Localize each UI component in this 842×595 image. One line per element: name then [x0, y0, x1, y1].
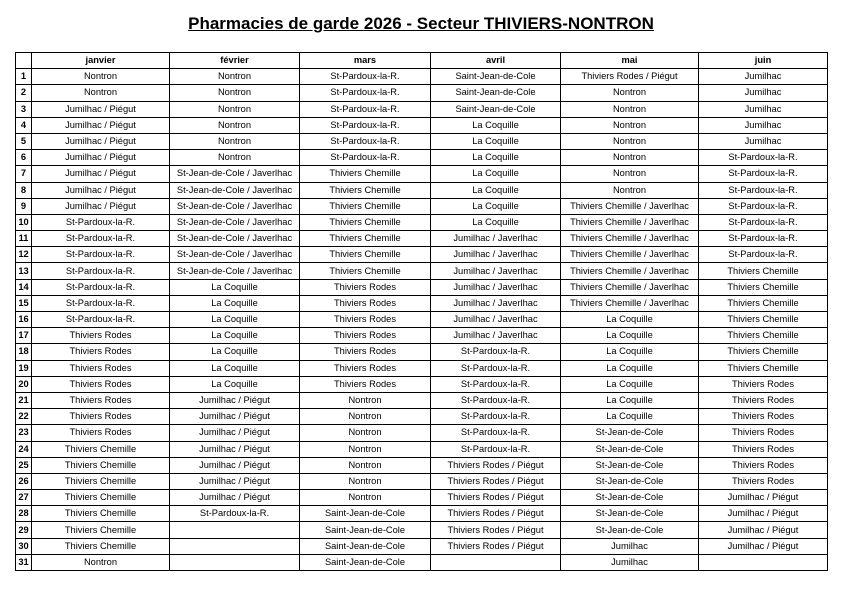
- pharmacy-cell: St-Pardoux-la-R.: [699, 198, 828, 214]
- table-row: [16, 198, 828, 214]
- pharmacy-cell: Thiviers Rodes: [699, 409, 828, 425]
- pharmacy-cell: Nontron: [561, 133, 699, 149]
- corner-cell: [16, 53, 32, 69]
- pharmacy-cell: St-Pardoux-la-R.: [300, 150, 431, 166]
- pharmacy-cell: Nontron: [32, 69, 170, 85]
- table-row: [16, 247, 828, 263]
- pharmacy-cell: Thiviers Chemille: [699, 328, 828, 344]
- pharmacy-cell: Thiviers Chemille: [300, 231, 431, 247]
- table-row: [16, 312, 828, 328]
- table-row: [16, 150, 828, 166]
- pharmacy-cell: St-Jean-de-Cole / Javerlhac: [170, 182, 300, 198]
- pharmacy-cell: St-Pardoux-la-R.: [32, 312, 170, 328]
- pharmacy-cell: Thiviers Rodes / Piégut: [431, 473, 561, 489]
- day-number: 26: [16, 473, 32, 489]
- pharmacy-cell: St-Jean-de-Cole / Javerlhac: [170, 263, 300, 279]
- pharmacy-cell: La Coquille: [170, 279, 300, 295]
- pharmacy-cell: St-Pardoux-la-R.: [431, 360, 561, 376]
- pharmacy-cell: St-Pardoux-la-R.: [300, 85, 431, 101]
- month-header: mai: [561, 53, 699, 69]
- pharmacy-cell: Jumilhac: [699, 117, 828, 133]
- pharmacy-cell: Thiviers Rodes: [699, 441, 828, 457]
- day-number: 21: [16, 392, 32, 408]
- pharmacy-cell: St-Jean-de-Cole: [561, 425, 699, 441]
- pharmacy-cell: Thiviers Chemille: [300, 247, 431, 263]
- pharmacy-cell: [699, 554, 828, 570]
- pharmacy-cell: Thiviers Rodes: [300, 312, 431, 328]
- pharmacy-cell: Saint-Jean-de-Cole: [431, 85, 561, 101]
- pharmacy-cell: Nontron: [561, 85, 699, 101]
- pharmacy-cell: Jumilhac / Piégut: [32, 117, 170, 133]
- pharmacy-cell: Nontron: [561, 166, 699, 182]
- table-row: [16, 133, 828, 149]
- pharmacy-cell: Thiviers Chemille: [699, 279, 828, 295]
- table-row: [16, 490, 828, 506]
- month-header: janvier: [32, 53, 170, 69]
- pharmacy-cell: Thiviers Chemille: [699, 360, 828, 376]
- pharmacy-cell: St-Jean-de-Cole / Javerlhac: [170, 247, 300, 263]
- pharmacy-cell: La Coquille: [170, 295, 300, 311]
- table-row: [16, 522, 828, 538]
- pharmacy-cell: St-Jean-de-Cole: [561, 441, 699, 457]
- pharmacy-cell: Thiviers Chemille: [32, 457, 170, 473]
- pharmacy-cell: Saint-Jean-de-Cole: [300, 506, 431, 522]
- pharmacy-cell: Jumilhac / Piégut: [170, 425, 300, 441]
- table-row: [16, 457, 828, 473]
- pharmacy-cell: Jumilhac: [561, 538, 699, 554]
- day-number: 11: [16, 231, 32, 247]
- pharmacy-cell: St-Jean-de-Cole / Javerlhac: [170, 198, 300, 214]
- pharmacy-cell: Thiviers Rodes: [32, 360, 170, 376]
- pharmacy-cell: Nontron: [170, 150, 300, 166]
- pharmacy-cell: Jumilhac / Piégut: [699, 506, 828, 522]
- pharmacy-cell: Saint-Jean-de-Cole: [431, 101, 561, 117]
- pharmacy-cell: Jumilhac / Piégut: [699, 490, 828, 506]
- table-row: [16, 69, 828, 85]
- pharmacy-cell: Thiviers Chemille / Javerlhac: [561, 198, 699, 214]
- pharmacy-cell: Nontron: [561, 101, 699, 117]
- pharmacy-cell: La Coquille: [561, 328, 699, 344]
- pharmacy-cell: St-Jean-de-Cole / Javerlhac: [170, 214, 300, 230]
- pharmacy-cell: La Coquille: [170, 344, 300, 360]
- pharmacy-cell: Jumilhac / Piégut: [170, 441, 300, 457]
- pharmacy-cell: Thiviers Rodes / Piégut: [431, 538, 561, 554]
- pharmacy-cell: Nontron: [300, 441, 431, 457]
- day-number: 4: [16, 117, 32, 133]
- pharmacy-cell: La Coquille: [431, 182, 561, 198]
- pharmacy-cell: St-Pardoux-la-R.: [300, 69, 431, 85]
- pharmacy-cell: Thiviers Chemille: [32, 490, 170, 506]
- month-header-row: [16, 53, 828, 69]
- pharmacy-cell: St-Pardoux-la-R.: [699, 182, 828, 198]
- table-row: [16, 376, 828, 392]
- pharmacy-cell: Thiviers Rodes: [32, 376, 170, 392]
- pharmacy-cell: St-Pardoux-la-R.: [300, 133, 431, 149]
- pharmacy-cell: La Coquille: [170, 328, 300, 344]
- pharmacy-cell: St-Pardoux-la-R.: [431, 441, 561, 457]
- day-number: 10: [16, 214, 32, 230]
- pharmacy-cell: Jumilhac / Piégut: [32, 198, 170, 214]
- pharmacy-cell: Thiviers Chemille: [699, 312, 828, 328]
- pharmacy-cell: Jumilhac / Piégut: [699, 538, 828, 554]
- day-number: 12: [16, 247, 32, 263]
- pharmacy-cell: Thiviers Rodes: [699, 376, 828, 392]
- pharmacy-cell: Nontron: [170, 85, 300, 101]
- pharmacy-cell: St-Jean-de-Cole: [561, 473, 699, 489]
- pharmacy-cell: Jumilhac / Piégut: [170, 457, 300, 473]
- table-row: [16, 344, 828, 360]
- pharmacy-cell: Jumilhac / Piégut: [170, 392, 300, 408]
- pharmacy-cell: St-Pardoux-la-R.: [431, 409, 561, 425]
- pharmacy-cell: St-Pardoux-la-R.: [300, 101, 431, 117]
- pharmacy-cell: Saint-Jean-de-Cole: [431, 69, 561, 85]
- pharmacy-cell: La Coquille: [431, 198, 561, 214]
- pharmacy-cell: St-Jean-de-Cole: [561, 506, 699, 522]
- pharmacy-cell: La Coquille: [561, 392, 699, 408]
- pharmacy-cell: La Coquille: [170, 312, 300, 328]
- pharmacy-cell: [170, 538, 300, 554]
- pharmacy-cell: St-Jean-de-Cole / Javerlhac: [170, 231, 300, 247]
- pharmacy-cell: Jumilhac / Piégut: [699, 522, 828, 538]
- pharmacy-cell: Thiviers Rodes: [699, 425, 828, 441]
- day-number: 18: [16, 344, 32, 360]
- day-number: 22: [16, 409, 32, 425]
- pharmacy-cell: Thiviers Rodes: [32, 409, 170, 425]
- pharmacy-cell: La Coquille: [561, 360, 699, 376]
- month-header: mars: [300, 53, 431, 69]
- month-header: avril: [431, 53, 561, 69]
- pharmacy-cell: Thiviers Chemille: [32, 522, 170, 538]
- pharmacy-cell: Jumilhac: [699, 101, 828, 117]
- table-row: [16, 554, 828, 570]
- day-number: 28: [16, 506, 32, 522]
- pharmacy-cell: Saint-Jean-de-Cole: [300, 522, 431, 538]
- pharmacy-cell: Nontron: [170, 133, 300, 149]
- day-number: 9: [16, 198, 32, 214]
- pharmacy-cell: Thiviers Chemille / Javerlhac: [561, 279, 699, 295]
- pharmacy-cell: [431, 554, 561, 570]
- pharmacy-cell: La Coquille: [561, 344, 699, 360]
- pharmacy-cell: Jumilhac / Javerlhac: [431, 247, 561, 263]
- pharmacy-cell: La Coquille: [431, 133, 561, 149]
- day-number: 6: [16, 150, 32, 166]
- day-number: 16: [16, 312, 32, 328]
- pharmacy-cell: Thiviers Chemille: [300, 263, 431, 279]
- table-row: [16, 441, 828, 457]
- pharmacy-cell: Thiviers Rodes: [300, 328, 431, 344]
- pharmacy-cell: Jumilhac / Javerlhac: [431, 231, 561, 247]
- day-number: 20: [16, 376, 32, 392]
- pharmacy-cell: Nontron: [32, 554, 170, 570]
- month-header: juin: [699, 53, 828, 69]
- pharmacy-cell: Jumilhac: [699, 133, 828, 149]
- pharmacy-cell: La Coquille: [561, 312, 699, 328]
- pharmacy-cell: La Coquille: [431, 117, 561, 133]
- pharmacy-cell: La Coquille: [561, 376, 699, 392]
- pharmacy-cell: Thiviers Rodes: [699, 473, 828, 489]
- pharmacy-cell: Saint-Jean-de-Cole: [300, 554, 431, 570]
- pharmacy-cell: Thiviers Chemille: [32, 441, 170, 457]
- table-row: [16, 263, 828, 279]
- pharmacy-cell: Thiviers Rodes: [699, 457, 828, 473]
- pharmacy-cell: Thiviers Chemille / Javerlhac: [561, 231, 699, 247]
- pharmacy-cell: Thiviers Rodes: [699, 392, 828, 408]
- pharmacy-cell: Nontron: [300, 392, 431, 408]
- pharmacy-cell: Jumilhac: [561, 554, 699, 570]
- schedule-table: [15, 52, 828, 571]
- table-row: [16, 425, 828, 441]
- day-number: 29: [16, 522, 32, 538]
- pharmacy-cell: Thiviers Chemille: [300, 214, 431, 230]
- day-number: 24: [16, 441, 32, 457]
- day-number: 14: [16, 279, 32, 295]
- pharmacy-cell: St-Pardoux-la-R.: [431, 425, 561, 441]
- day-number: 1: [16, 69, 32, 85]
- day-number: 7: [16, 166, 32, 182]
- day-number: 15: [16, 295, 32, 311]
- pharmacy-cell: Jumilhac / Javerlhac: [431, 279, 561, 295]
- table-row: [16, 279, 828, 295]
- pharmacy-cell: Thiviers Rodes / Piégut: [431, 506, 561, 522]
- pharmacy-cell: Nontron: [170, 101, 300, 117]
- pharmacy-cell: Thiviers Rodes: [32, 328, 170, 344]
- pharmacy-cell: St-Pardoux-la-R.: [699, 166, 828, 182]
- pharmacy-cell: Nontron: [300, 490, 431, 506]
- pharmacy-cell: Nontron: [561, 150, 699, 166]
- pharmacy-cell: Jumilhac / Javerlhac: [431, 295, 561, 311]
- pharmacy-cell: Thiviers Chemille / Javerlhac: [561, 214, 699, 230]
- pharmacy-cell: Jumilhac / Piégut: [32, 182, 170, 198]
- day-number: 2: [16, 85, 32, 101]
- pharmacy-cell: St-Pardoux-la-R.: [32, 295, 170, 311]
- pharmacy-cell: Thiviers Chemille: [699, 263, 828, 279]
- pharmacy-cell: St-Pardoux-la-R.: [170, 506, 300, 522]
- pharmacy-cell: Thiviers Chemille / Javerlhac: [561, 263, 699, 279]
- pharmacy-cell: Thiviers Chemille / Javerlhac: [561, 295, 699, 311]
- table-row: [16, 295, 828, 311]
- day-number: 31: [16, 554, 32, 570]
- pharmacy-cell: Thiviers Chemille: [32, 538, 170, 554]
- pharmacy-cell: St-Pardoux-la-R.: [699, 231, 828, 247]
- pharmacy-cell: [170, 522, 300, 538]
- day-number: 30: [16, 538, 32, 554]
- pharmacy-cell: St-Pardoux-la-R.: [32, 279, 170, 295]
- table-row: [16, 85, 828, 101]
- pharmacy-cell: Thiviers Chemille: [300, 166, 431, 182]
- pharmacy-cell: Thiviers Chemille: [699, 344, 828, 360]
- pharmacy-cell: St-Jean-de-Cole: [561, 522, 699, 538]
- pharmacy-cell: St-Jean-de-Cole: [561, 490, 699, 506]
- table-row: [16, 360, 828, 376]
- pharmacy-cell: Thiviers Rodes: [300, 360, 431, 376]
- pharmacy-cell: Nontron: [300, 425, 431, 441]
- pharmacy-cell: Jumilhac / Javerlhac: [431, 263, 561, 279]
- pharmacy-cell: Nontron: [300, 409, 431, 425]
- pharmacy-cell: St-Pardoux-la-R.: [699, 214, 828, 230]
- table-row: [16, 166, 828, 182]
- pharmacy-cell: Thiviers Rodes / Piégut: [431, 522, 561, 538]
- pharmacy-cell: La Coquille: [431, 150, 561, 166]
- pharmacy-cell: St-Pardoux-la-R.: [32, 247, 170, 263]
- pharmacy-cell: Thiviers Rodes: [300, 376, 431, 392]
- pharmacy-cell: Nontron: [32, 85, 170, 101]
- pharmacy-cell: Jumilhac / Piégut: [32, 133, 170, 149]
- pharmacy-cell: Thiviers Chemille: [300, 182, 431, 198]
- pharmacy-cell: St-Pardoux-la-R.: [32, 231, 170, 247]
- pharmacy-cell: La Coquille: [170, 376, 300, 392]
- pharmacy-cell: Jumilhac / Piégut: [32, 166, 170, 182]
- pharmacy-cell: Thiviers Rodes / Piégut: [561, 69, 699, 85]
- pharmacy-cell: St-Pardoux-la-R.: [431, 376, 561, 392]
- pharmacy-cell: Nontron: [561, 182, 699, 198]
- pharmacy-cell: La Coquille: [170, 360, 300, 376]
- day-number: 17: [16, 328, 32, 344]
- pharmacy-cell: Thiviers Chemille: [32, 473, 170, 489]
- table-row: [16, 101, 828, 117]
- pharmacy-cell: St-Pardoux-la-R.: [32, 214, 170, 230]
- page-title: Pharmacies de garde 2026 - Secteur THIVIERS-NONTRON: [188, 14, 654, 33]
- pharmacy-cell: St-Pardoux-la-R.: [431, 344, 561, 360]
- table-row: [16, 117, 828, 133]
- pharmacy-cell: Nontron: [170, 117, 300, 133]
- pharmacy-cell: Jumilhac / Piégut: [32, 101, 170, 117]
- pharmacy-cell: Jumilhac / Javerlhac: [431, 328, 561, 344]
- table-row: [16, 473, 828, 489]
- pharmacy-cell: Nontron: [300, 457, 431, 473]
- pharmacy-cell: Thiviers Chemille / Javerlhac: [561, 247, 699, 263]
- table-row: [16, 182, 828, 198]
- pharmacy-cell: Nontron: [170, 69, 300, 85]
- pharmacy-cell: St-Jean-de-Cole / Javerlhac: [170, 166, 300, 182]
- pharmacy-cell: St-Pardoux-la-R.: [300, 117, 431, 133]
- pharmacy-cell: Thiviers Rodes: [300, 295, 431, 311]
- pharmacy-cell: La Coquille: [431, 214, 561, 230]
- pharmacy-cell: Thiviers Rodes: [32, 425, 170, 441]
- pharmacy-cell: Jumilhac: [699, 69, 828, 85]
- month-header: février: [170, 53, 300, 69]
- table-row: [16, 328, 828, 344]
- pharmacy-cell: [170, 554, 300, 570]
- pharmacy-cell: Nontron: [561, 117, 699, 133]
- pharmacy-cell: Thiviers Rodes: [32, 392, 170, 408]
- pharmacy-cell: Jumilhac / Javerlhac: [431, 312, 561, 328]
- pharmacy-cell: Thiviers Rodes: [300, 344, 431, 360]
- pharmacy-cell: Jumilhac / Piégut: [32, 150, 170, 166]
- day-number: 13: [16, 263, 32, 279]
- day-number: 25: [16, 457, 32, 473]
- pharmacy-cell: Thiviers Chemille: [300, 198, 431, 214]
- pharmacy-cell: Thiviers Chemille: [699, 295, 828, 311]
- pharmacy-cell: Thiviers Rodes: [300, 279, 431, 295]
- pharmacy-cell: La Coquille: [561, 409, 699, 425]
- table-row: [16, 409, 828, 425]
- pharmacy-cell: St-Pardoux-la-R.: [699, 247, 828, 263]
- pharmacy-cell: Thiviers Chemille: [32, 506, 170, 522]
- table-row: [16, 392, 828, 408]
- pharmacy-cell: St-Pardoux-la-R.: [699, 150, 828, 166]
- day-number: 19: [16, 360, 32, 376]
- day-number: 23: [16, 425, 32, 441]
- table-row: [16, 538, 828, 554]
- pharmacy-cell: Jumilhac / Piégut: [170, 409, 300, 425]
- pharmacy-cell: Saint-Jean-de-Cole: [300, 538, 431, 554]
- pharmacy-cell: Thiviers Rodes: [32, 344, 170, 360]
- pharmacy-cell: Jumilhac: [699, 85, 828, 101]
- pharmacy-cell: La Coquille: [431, 166, 561, 182]
- pharmacy-cell: St-Pardoux-la-R.: [32, 263, 170, 279]
- pharmacy-cell: Nontron: [300, 473, 431, 489]
- table-row: [16, 214, 828, 230]
- day-number: 27: [16, 490, 32, 506]
- table-row: [16, 506, 828, 522]
- pharmacy-cell: St-Jean-de-Cole: [561, 457, 699, 473]
- day-number: 8: [16, 182, 32, 198]
- day-number: 5: [16, 133, 32, 149]
- pharmacy-cell: St-Pardoux-la-R.: [431, 392, 561, 408]
- pharmacy-cell: Jumilhac / Piégut: [170, 473, 300, 489]
- table-row: [16, 231, 828, 247]
- pharmacy-cell: Thiviers Rodes / Piégut: [431, 457, 561, 473]
- pharmacy-cell: Jumilhac / Piégut: [170, 490, 300, 506]
- pharmacy-cell: Thiviers Rodes / Piégut: [431, 490, 561, 506]
- day-number: 3: [16, 101, 32, 117]
